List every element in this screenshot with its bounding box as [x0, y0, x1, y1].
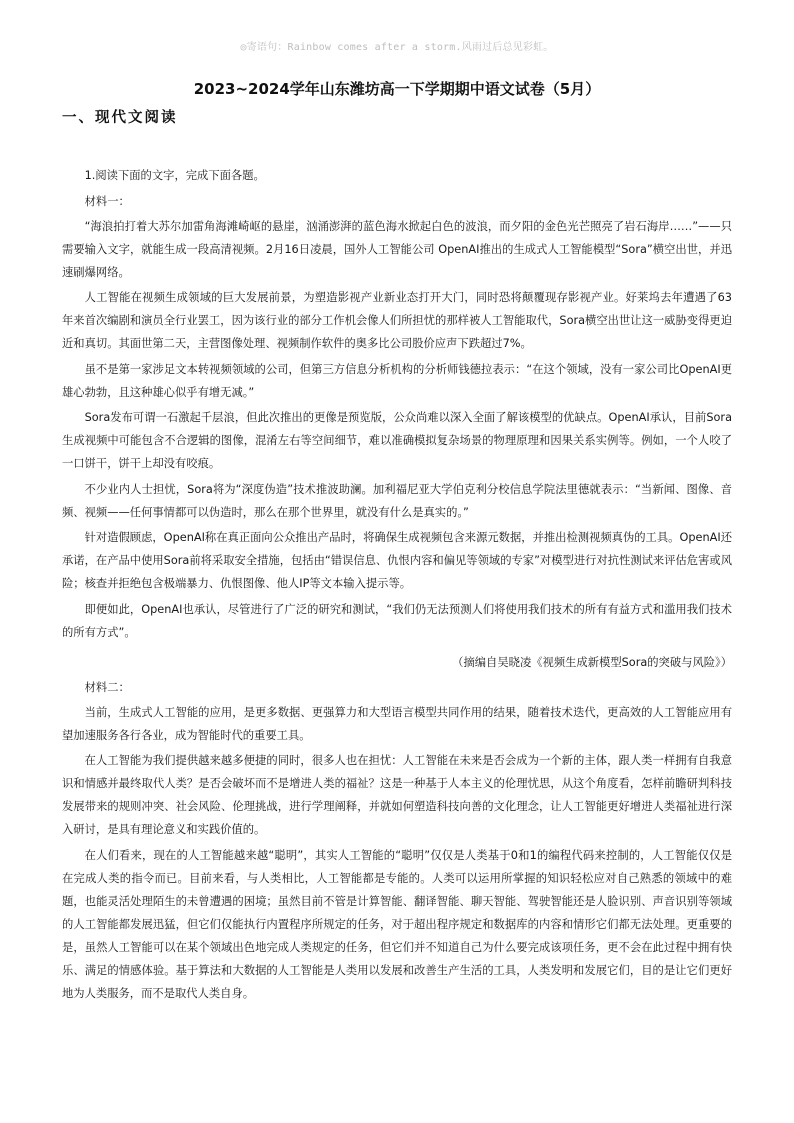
material-one-paragraph: 虽不是第一家涉足文本转视频领域的公司，但第三方信息分析机构的分析师钱德拉表示：“在这个领域，没有一家公司比OpenAI更雄心勃勃，且这种雄心似乎有增无减。”	[62, 362, 732, 399]
material-one-paragraph: Sora发布可谓一石激起千层浪，但此次推出的更像是预览版，公众尚难以深入全面了解该模型的优缺点。OpenAI承认，目前Sora生成视频中可能包含不合逻辑的图像，混淆左右等空间细节，难以准确模拟复杂场景的物理原理和因果关系实例等。例如，一个人咬了一口饼干，饼干上却没有咬痕。	[62, 411, 732, 470]
material-two-paragraph: 在人工智能为我们提供越来越多便捷的同时，很多人也在担忧：人工智能在未来是否会成为一个新的主体，跟人类一样拥有自我意识和情感并最终取代人类？是否会破坏而不是增进人类的福祉？这是一种基于人本主义的伦理忧思，从这个角度看，怎样前瞻研判科技发展带来的规则冲突、社会风险、伦理挑战，进行学理阐释，并就如何塑造科技向善的文化理念，让人工智能更好增进人类福祉进行深入研讨，是具有理论意义和实践价值的。	[62, 754, 732, 836]
material-one-label: 材料一：	[84, 194, 130, 208]
watermark: ◎寄语句：Rainbow comes after a storm.风雨过后总见彩虹。	[240, 42, 554, 53]
material-two-paragraph: 当前，生成式人工智能的应用，是更多数据、更强算力和大型语言模型共同作用的结果，随着技术迭代，更高效的人工智能应用有望加速服务各行各业，成为智能时代的重要工具。	[62, 705, 732, 742]
material-one-source: （摘编自吴晓凌《视频生成新模型Sora的突破与风险》）	[452, 655, 732, 669]
section-heading: 一、现代文阅读	[62, 110, 178, 126]
material-one-paragraph: 不少业内人士担忧，Sora将为“深度伪造”技术推波助澜。加利福尼亚大学伯克利分校信息学院法里德就表示：“当新闻、图像、音频、视频——任何事情都可以伪造时，那么在那个世界里，就没有什么是真实的。”	[62, 482, 732, 519]
material-two-paragraph: 在人们看来，现在的人工智能越来越“聪明”，其实人工智能的“聪明”仅仅是人类基于0和1的编程代码来控制的，人工智能仅仅是在完成人类的指令而已。目前来看，与人类相比，人工智能都是专能的。人类可以运用所掌握的知识轻松应对自己熟悉的领域中的难题，也能灵活处理陌生的未曾遭遇的困境；虽然目前不管是计算智能、翻译智能、聊天智能、驾驶智能还是人脸识别、声音识别等领域的人工智能都发展迅猛，但它们仅能执行内置程序所规定的任务，对于超出程序规定和数据库的内容和情形它们都无法处理。更重要的是，虽然人工智能可以在某个领域出色地完成人类规定的任务，但它们并不知道自己为什么要完成该项任务，更不会在此过程中拥有快乐、满足的情感体验。基于算法和大数据的人工智能是人类用以发展和改善生产生活的工具，人类发明和发展它们，目的是让它们更好地为人类服务，而不是取代人类自身。	[62, 848, 732, 1000]
material-one-paragraph: 即便如此，OpenAI也承认，尽管进行了广泛的研究和测试，“我们仍无法预测人们将使用我们技术的所有有益方式和滥用我们技术的所有方式”。	[62, 602, 732, 639]
material-one-paragraph: “海浪拍打着大苏尔加雷角海滩崎岖的悬崖，汹涌澎湃的蓝色海水掀起白色的波浪，而夕阳的金色光芒照亮了岩石海岸……”——只需要输入文字，就能生成一段高清视频。2月16日凌晨，国外人工智能公司 OpenAI推出的生成式人工智能模型“Sora”横空出世，并迅速刷爆网络。	[62, 219, 732, 279]
document-body	[62, 164, 732, 1007]
material-one-paragraph: 针对造假顾虑，OpenAI称在真正面向公众推出产品时，将确保生成视频包含来源元数据，并推出检测视频真伪的工具。OpenAI还承诺，在产品中使用Sora前将采取安全措施，包括由“错误信息、仇恨内容和偏见等领域的专家”对模型进行对抗性测试来评估危害或风险；核查并拒绝包含极端暴力、仇恨图像、他人IP等文本输入提示等。	[62, 531, 732, 590]
material-two-label: 材料二：	[84, 680, 130, 694]
question-intro: 1.阅读下面的文字，完成下面各题。	[84, 169, 265, 182]
document-title: 2023~2024学年山东潍坊高一下学期期中语文试卷（5月）	[193, 80, 601, 98]
material-one-paragraph: 人工智能在视频生成领域的巨大发展前景，为塑造影视产业新业态打开大门，同时恐将颠覆现存影视产业。好莱坞去年遭遇了63 年来首次编剧和演员全行业罢工，因为该行业的部分工作机会像人们所担忧的那样被人工智能取代，Sora横空出世让这一威胁变得更迫近和真切。其面世第二天，主营图像处理、视频制作软件的奥多比公司股价应声下跌超过7%。	[62, 291, 732, 350]
